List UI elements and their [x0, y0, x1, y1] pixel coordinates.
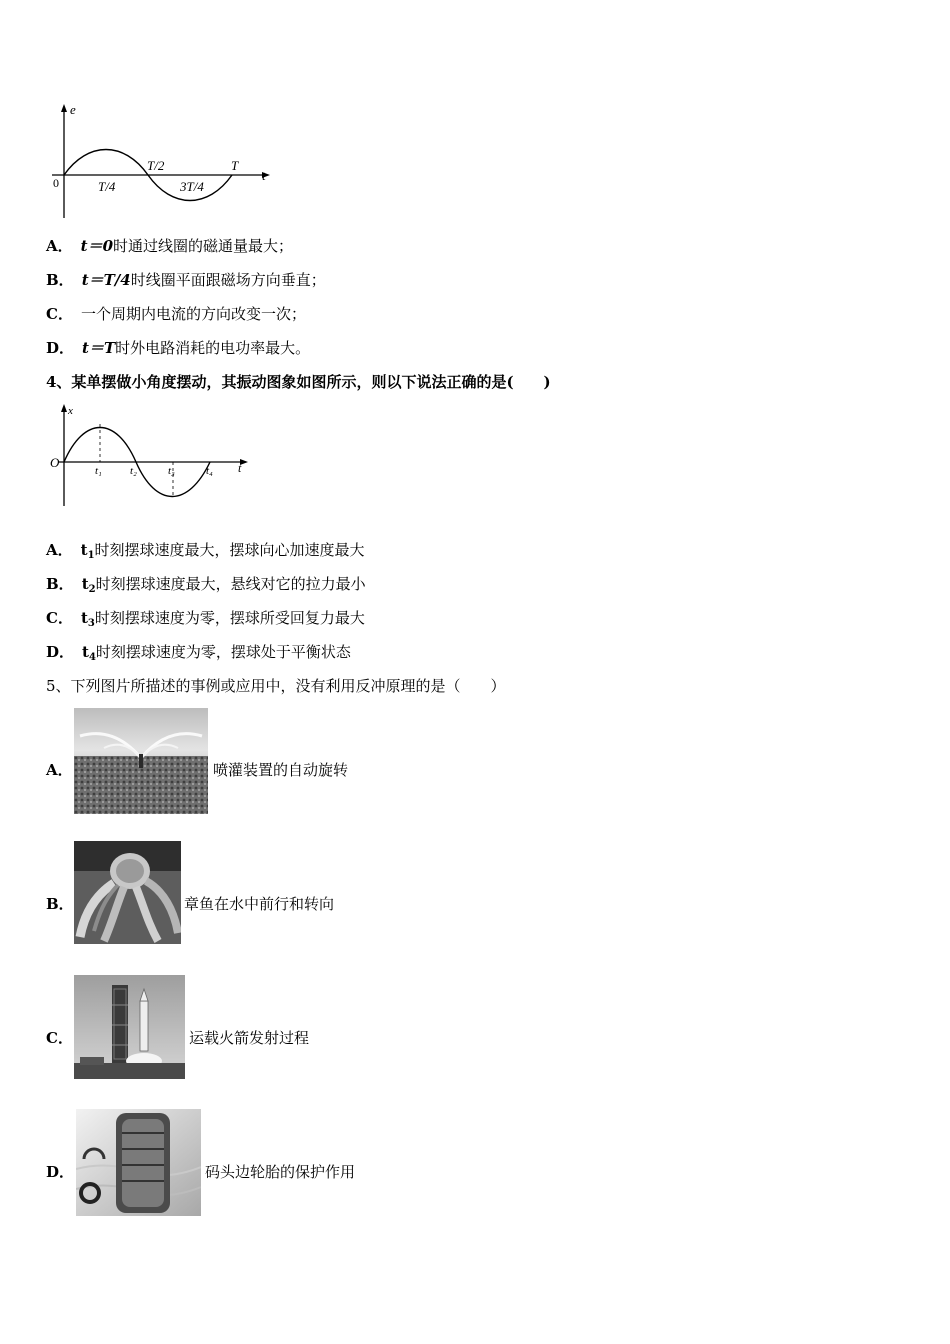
- graph2-origin: O: [50, 455, 60, 470]
- q5-option-a-caption: 喷灌装置的自动旋转: [213, 761, 349, 779]
- q4-option-b: [46, 574, 366, 600]
- option-letter: D．: [46, 339, 75, 357]
- sprinkler-photo: [74, 708, 208, 814]
- option-letter: B．: [46, 271, 74, 289]
- q4-option-a: [46, 540, 365, 566]
- q5-option-a-letter: A．: [46, 761, 73, 779]
- option-text: 时线圈平面跟磁场方向垂直；: [130, 271, 326, 289]
- option-var: t: [80, 609, 88, 627]
- graph2-t4: t₄: [206, 465, 213, 477]
- graph1-x-label: t: [262, 168, 266, 183]
- option-var: t: [80, 541, 88, 559]
- option-text: 一个周期内电流的方向改变一次；: [80, 305, 306, 323]
- option-math: t＝T: [82, 339, 116, 357]
- q5-option-c-letter: C．: [46, 1029, 73, 1047]
- option-sub: 4: [88, 652, 96, 663]
- q5-option-c-caption: 运载火箭发射过程: [189, 1029, 310, 1047]
- option-sub: 2: [88, 584, 96, 595]
- option-var: t: [81, 575, 89, 593]
- option-letter: C．: [46, 609, 73, 627]
- option-text: 时刻摆球速度为零，摆球处于平衡状态: [95, 643, 351, 661]
- octopus-photo: [74, 841, 181, 944]
- graph2-y-label: x: [68, 405, 73, 417]
- graph1-origin: 0: [53, 176, 59, 190]
- q5-option-b-caption: 章鱼在水中前行和转向: [184, 895, 335, 913]
- q4-option-d: [46, 642, 351, 668]
- graph1-y-label: e: [70, 102, 76, 117]
- graph1-t-half: T/2: [147, 158, 165, 173]
- option-text: 时刻摆球速度为零，摆球所受回复力最大: [94, 609, 365, 627]
- q3-option-d: [46, 338, 310, 358]
- q5-option-d-letter: D．: [46, 1163, 75, 1181]
- graph1-t-three-quarter: 3T/4: [180, 179, 204, 194]
- option-letter: A．: [46, 541, 73, 559]
- q4-stem: 4、某单摆做小角度摆动，其振动图象如图所示，则以下说法正确的是( ): [46, 373, 551, 391]
- q5-option-b-letter: B．: [46, 895, 74, 913]
- option-text: 时刻摆球速度最大，摆球向心加速度最大: [94, 541, 365, 559]
- option-text: 时外电路消耗的电功率最大。: [115, 339, 311, 357]
- pendulum-graph: [40, 400, 255, 512]
- q4-option-c: [46, 608, 365, 634]
- option-text: 时刻摆球速度最大，悬线对它的拉力最小: [95, 575, 366, 593]
- emf-graph: [40, 100, 280, 225]
- q5-stem: 5、下列图片所描述的事例或应用中，没有利用反冲原理的是（ ）: [46, 677, 506, 695]
- graph1-t-quarter: T/4: [98, 179, 116, 194]
- q3-option-c: [46, 304, 306, 324]
- option-math: t＝0: [80, 237, 114, 255]
- q3-option-a: [46, 236, 293, 256]
- graph1-t-full: T: [231, 158, 239, 173]
- option-letter: A．: [46, 237, 73, 255]
- dock-tyre-photo: [76, 1109, 201, 1216]
- graph2-x-label: t: [238, 461, 242, 475]
- graph2-t2: t₂: [130, 465, 137, 477]
- rocket-launch-photo: [74, 975, 185, 1079]
- option-sub: 3: [87, 618, 95, 629]
- q5-option-d-caption: 码头边轮胎的保护作用: [205, 1163, 356, 1181]
- q3-option-b: [46, 270, 326, 290]
- option-letter: C．: [46, 305, 73, 323]
- graph2-t1: t₁: [95, 465, 102, 477]
- option-letter: B．: [46, 575, 74, 593]
- option-var: t: [82, 643, 89, 661]
- option-text: 时通过线圈的磁通量最大；: [113, 237, 294, 255]
- option-letter: D．: [46, 643, 75, 661]
- option-math: t＝T/4: [81, 271, 131, 289]
- option-sub: 1: [87, 550, 95, 561]
- graph2-t3: t₃: [168, 465, 175, 477]
